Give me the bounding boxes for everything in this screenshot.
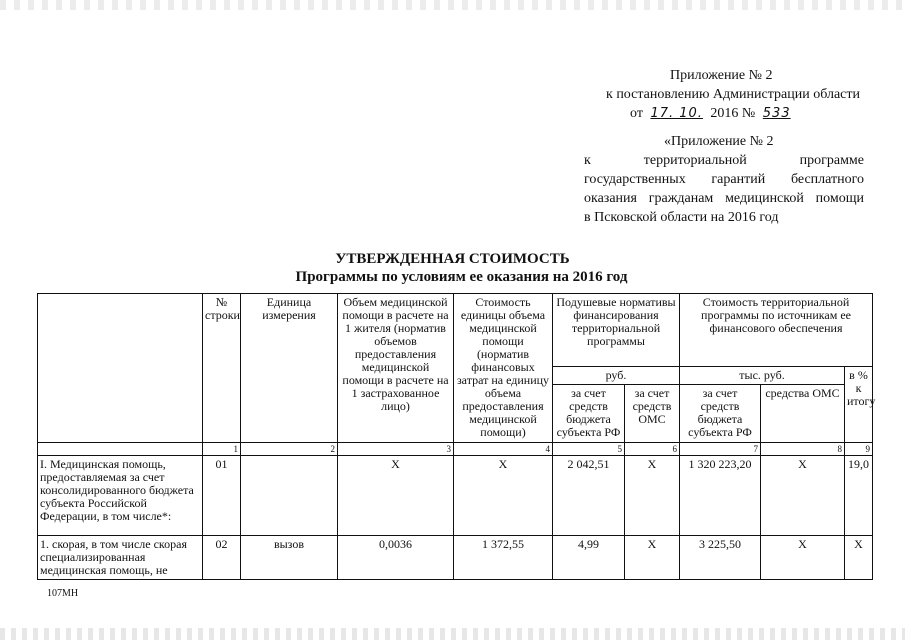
header-pct-total: в % к итогу <box>845 367 873 443</box>
row-pc-oms: X <box>625 536 680 580</box>
col-number: 3 <box>338 443 454 456</box>
col-number: 6 <box>625 443 680 456</box>
title-main: УТВЕРЖДЕННАЯ СТОИМОСТЬ <box>335 251 570 267</box>
header-budget: за счет средств бюджета субъекта РФ <box>553 385 625 443</box>
row-unit <box>241 456 338 536</box>
row-cost-oms: X <box>761 456 845 536</box>
footer-code: 107МН <box>47 588 79 599</box>
annex2-line: оказания гражданам медицинской помощи <box>584 191 864 206</box>
header-row-number: № строки <box>203 294 241 443</box>
handwritten-date: 17. 10. <box>650 106 703 121</box>
header-oms-2: средства ОМС <box>761 385 845 443</box>
annex-date-line <box>560 104 860 123</box>
annex2-line: государственных гарантий бесплатного <box>584 172 864 187</box>
col-number: 7 <box>680 443 761 456</box>
table-row <box>38 456 873 536</box>
col-number: 8 <box>761 443 845 456</box>
row-unit-cost: X <box>454 456 553 536</box>
annex-title: Приложение № 2 <box>670 68 773 83</box>
row-number: 02 <box>203 536 241 580</box>
row-pc-budget: 2 042,51 <box>553 456 625 536</box>
header-oms: за счет средств ОМС <box>625 385 680 443</box>
col-number: 4 <box>454 443 553 456</box>
col-number: 1 <box>203 443 241 456</box>
row-name: I. Медицинская помощь, предоставляемая за счет консолидированного бюджета субъекта Российской Федерации, в том числе*: <box>38 456 203 536</box>
annex-decree-line: к постановлению Администрации области <box>606 87 860 102</box>
header-unit: Единица измерения <box>241 294 338 443</box>
row-name: 1. скорая, в том числе скорая специализированная медицинская помощь, не <box>38 536 203 580</box>
document-title <box>0 250 905 286</box>
row-volume: X <box>338 456 454 536</box>
header-cost-by-source: Стоимость территориальной программы по источникам ее финансового обеспечения <box>680 294 873 367</box>
annex2-line: к территориальной программе <box>584 153 864 168</box>
row-pct: 19,0 <box>845 456 873 536</box>
table-row <box>38 536 873 580</box>
handwritten-number: 533 <box>762 106 791 121</box>
header-per-capita: Подушевые нормативы финансирования территориальной программы <box>553 294 680 367</box>
header-unit-cost: Стоимость единицы объема медицинской помощи (норматив финансовых затрат на единицу объема предоставления медицинской помощи) <box>454 294 553 443</box>
row-cost-oms: X <box>761 536 845 580</box>
title-sub: Программы по условиям ее оказания на 2016 год <box>295 269 628 285</box>
annex-header-secondary <box>584 132 864 227</box>
row-number: 01 <box>203 456 241 536</box>
scan-artifact-top <box>0 0 905 10</box>
row-pc-oms: X <box>625 456 680 536</box>
header-thous-rub: тыс. руб. <box>680 367 845 385</box>
row-volume: 0,0036 <box>338 536 454 580</box>
annex-header-primary <box>560 66 860 123</box>
col-number-blank <box>38 443 203 456</box>
row-unit: вызов <box>241 536 338 580</box>
col-number: 9 <box>845 443 873 456</box>
date-prefix: от <box>630 106 643 121</box>
row-pc-budget: 4,99 <box>553 536 625 580</box>
row-pct: X <box>845 536 873 580</box>
row-unit-cost: 1 372,55 <box>454 536 553 580</box>
row-cost-budget: 3 225,50 <box>680 536 761 580</box>
col-number: 2 <box>241 443 338 456</box>
scan-artifact-bottom <box>0 628 905 640</box>
annex2-line: в Псковской области на 2016 год <box>584 210 779 225</box>
header-name-blank <box>38 294 203 443</box>
header-volume: Объем медицинской помощи в расчете на 1 жителя (норматив объемов предоставления медицинской помощи в расчете на 1 застрахованное лицо) <box>338 294 454 443</box>
cost-table <box>37 293 876 580</box>
col-number: 5 <box>553 443 625 456</box>
annex2-title: «Приложение № 2 <box>664 134 774 149</box>
decree-year: 2016 № <box>710 106 756 121</box>
row-cost-budget: 1 320 223,20 <box>680 456 761 536</box>
header-rub: руб. <box>553 367 680 385</box>
header-budget-2: за счет средств бюджета субъекта РФ <box>680 385 761 443</box>
